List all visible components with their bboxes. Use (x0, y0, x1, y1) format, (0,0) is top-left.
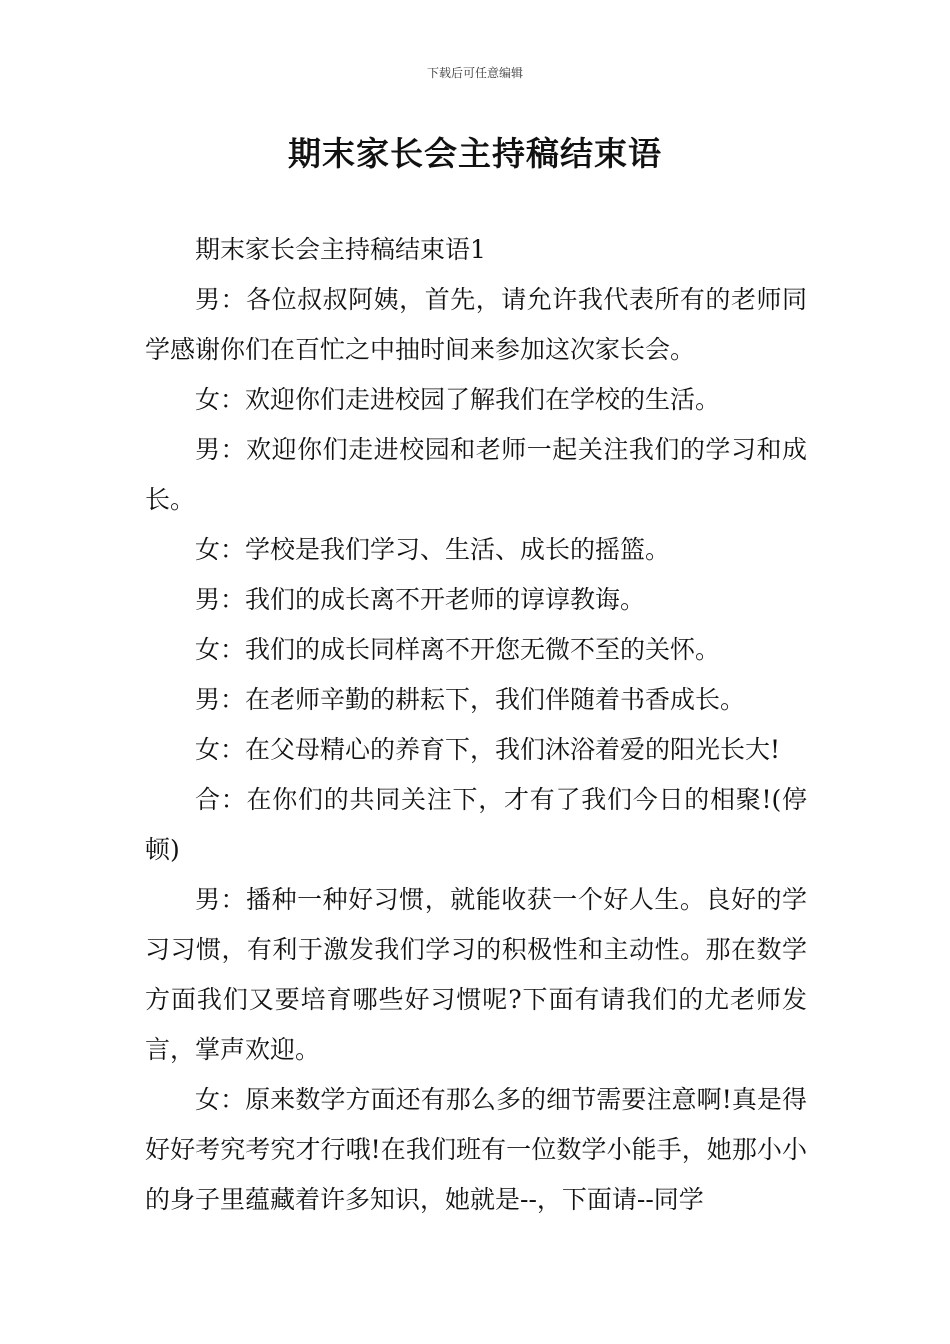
document-body (145, 225, 807, 1225)
paragraph: 男：我们的成长离不开老师的谆谆教诲。 (195, 585, 646, 614)
paragraph: 合：在你们的共同关注下，才有了我们今日的相聚!(停顿) (145, 785, 807, 864)
paragraph: 女：学校是我们学习、生活、成长的摇篮。 (195, 535, 671, 564)
paragraph: 女：原来数学方面还有那么多的细节需要注意啊!真是得好好考究考究才行哦!在我们班有一位数学小能手，她那小小的身子里蕴藏着许多知识，她就是--，下面请--同学 (145, 1085, 807, 1214)
paragraph: 女：在父母精心的养育下，我们沐浴着爱的阳光长大! (195, 735, 781, 764)
paragraph: 男：各位叔叔阿姨，首先，请允许我代表所有的老师同学感谢你们在百忙之中抽时间来参加这次家长会。 (145, 285, 807, 364)
paragraph: 男：在老师辛勤的耕耘下，我们伴随着书香成长。 (195, 685, 746, 714)
header-note: 下载后可任意编辑 (426, 66, 523, 80)
paragraph: 男：播种一种好习惯，就能收获一个好人生。良好的学习习惯，有利于激发我们学习的积极性和主动性。那在数学方面我们又要培育哪些好习惯呢?下面有请我们的尤老师发言，掌声欢迎。 (145, 885, 807, 1064)
paragraph: 期末家长会主持稿结束语1 (195, 235, 486, 264)
paragraph: 女：欢迎你们走进校园了解我们在学校的生活。 (195, 385, 721, 414)
document-title: 期末家长会主持稿结束语 (288, 134, 662, 173)
paragraph: 男：欢迎你们走进校园和老师一起关注我们的学习和成长。 (145, 435, 807, 514)
paragraph: 女：我们的成长同样离不开您无微不至的关怀。 (195, 635, 721, 664)
